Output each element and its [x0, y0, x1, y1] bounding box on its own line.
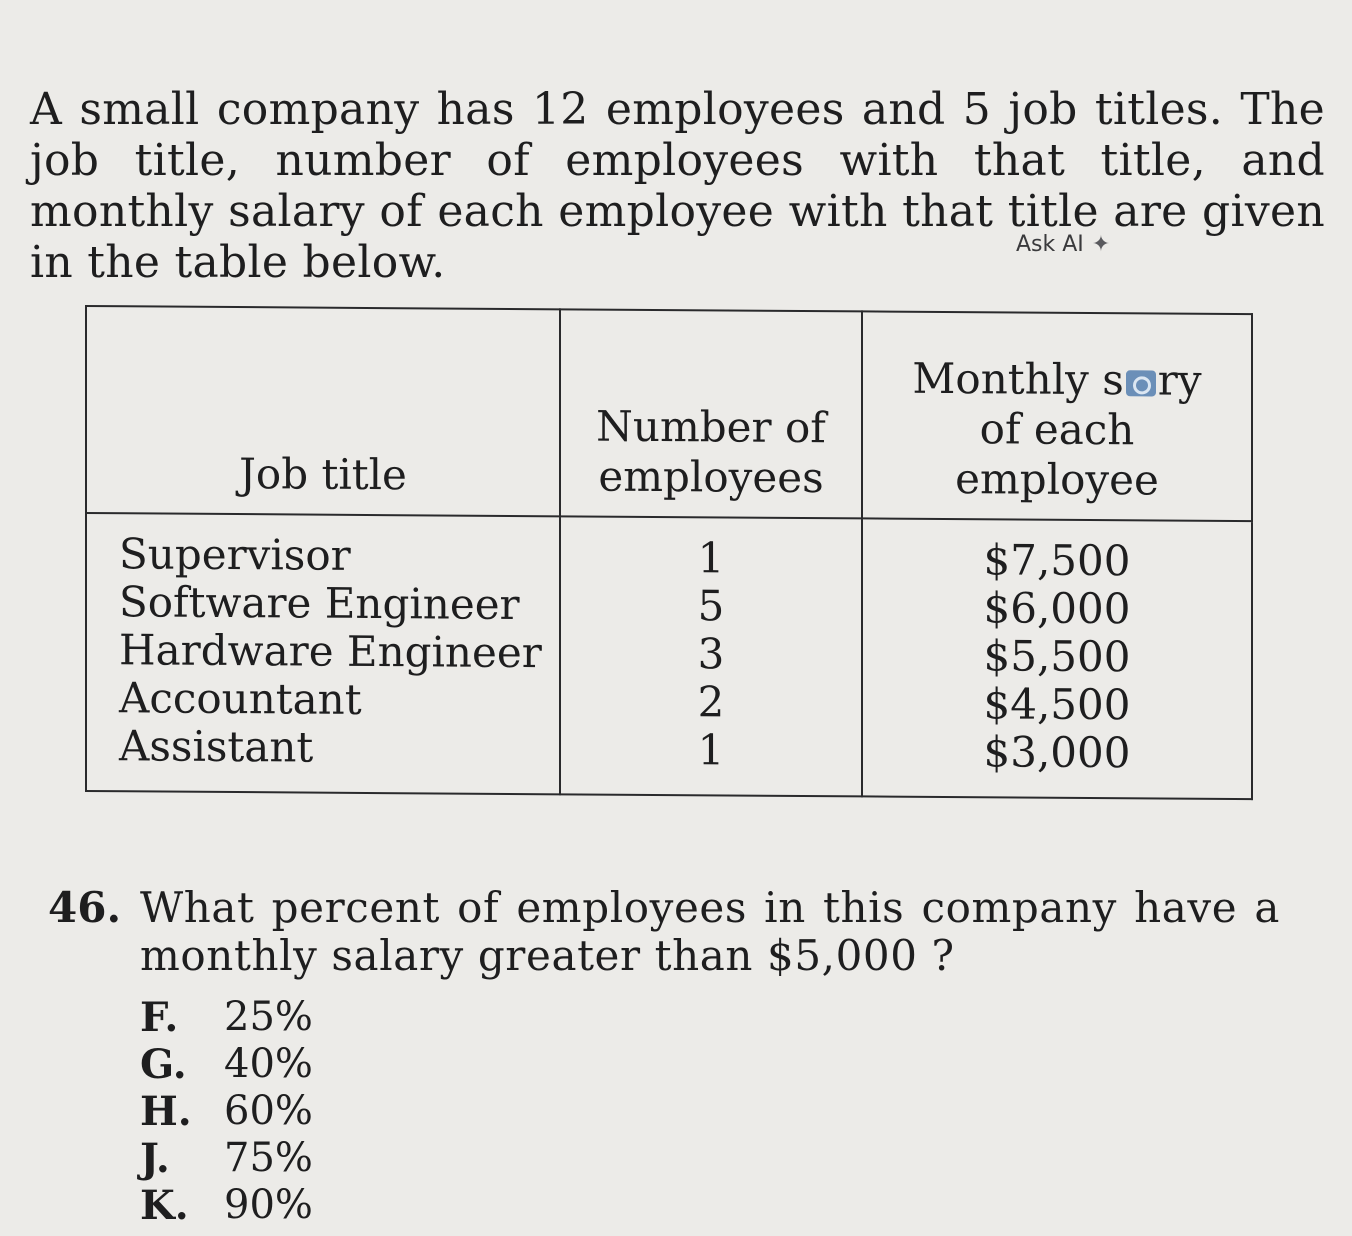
ask-ai-label: Ask AI	[1016, 232, 1084, 257]
count-assistant: 1	[697, 725, 725, 775]
option-j[interactable]	[140, 1135, 313, 1182]
header-number-of-employees	[560, 309, 862, 518]
option-letter: K.	[140, 1182, 189, 1229]
option-f[interactable]	[140, 994, 313, 1041]
option-h[interactable]	[140, 1088, 313, 1135]
job-title-assistant: Assistant	[119, 721, 314, 772]
salary-software-engineer: $6,000	[983, 583, 1131, 634]
sparkle-icon: ✦	[1091, 232, 1111, 257]
salary-table	[85, 305, 1253, 800]
question-number: 46.	[48, 883, 122, 932]
option-letter: H.	[140, 1088, 192, 1135]
count-supervisor: 1	[697, 533, 725, 583]
translate-badge-icon[interactable]	[1126, 370, 1156, 396]
header-salary-line-1: Monthly s ry	[912, 353, 1202, 405]
count-software-engineer: 5	[697, 581, 725, 631]
job-title-supervisor: Supervisor	[119, 529, 351, 580]
salary-accountant: $4,500	[983, 679, 1131, 730]
count-hardware-engineer: 3	[697, 629, 725, 679]
option-value: 75%	[224, 1135, 313, 1181]
header-number-line-2: employees	[598, 451, 824, 503]
intro-paragraph: A small company has 12 employees and 5 job titles. The job title, number of employees with that title, and monthly salary of each employee with that title are given in the table below.	[30, 84, 1325, 288]
option-letter: F.	[140, 994, 179, 1041]
option-value: 90%	[224, 1182, 313, 1228]
salary-cell	[862, 518, 1252, 799]
question-block	[48, 884, 1280, 980]
job-title-cell	[86, 513, 560, 794]
table-header-row	[86, 306, 1252, 521]
answer-options	[140, 994, 313, 1229]
option-value: 60%	[224, 1088, 313, 1134]
ask-ai-button[interactable]	[1008, 228, 1118, 261]
employee-count-cell	[560, 516, 862, 796]
option-value: 25%	[224, 994, 313, 1040]
salary-hardware-engineer: $5,500	[983, 631, 1131, 682]
header-number-line-1: Number of	[596, 401, 826, 453]
header-salary-line-3: employee	[955, 454, 1159, 505]
job-title-software-engineer: Software Engineer	[119, 577, 520, 630]
option-value: 40%	[224, 1041, 313, 1087]
option-k[interactable]	[140, 1182, 313, 1229]
option-letter: J.	[140, 1135, 170, 1182]
header-salary-line-2: of each	[979, 404, 1135, 455]
salary-assistant: $3,000	[983, 727, 1131, 778]
option-g[interactable]	[140, 1041, 313, 1088]
header-job-title: Job title	[86, 306, 560, 516]
job-title-accountant: Accountant	[119, 673, 362, 724]
job-title-hardware-engineer: Hardware Engineer	[119, 625, 542, 678]
header-monthly-salary	[862, 311, 1252, 521]
table-body-row	[86, 513, 1252, 799]
option-letter: G.	[140, 1041, 187, 1088]
question-text: What percent of employees in this company have a monthly salary greater than $5,000 ?	[140, 883, 1280, 980]
count-accountant: 2	[697, 677, 725, 727]
salary-supervisor: $7,500	[983, 535, 1131, 586]
